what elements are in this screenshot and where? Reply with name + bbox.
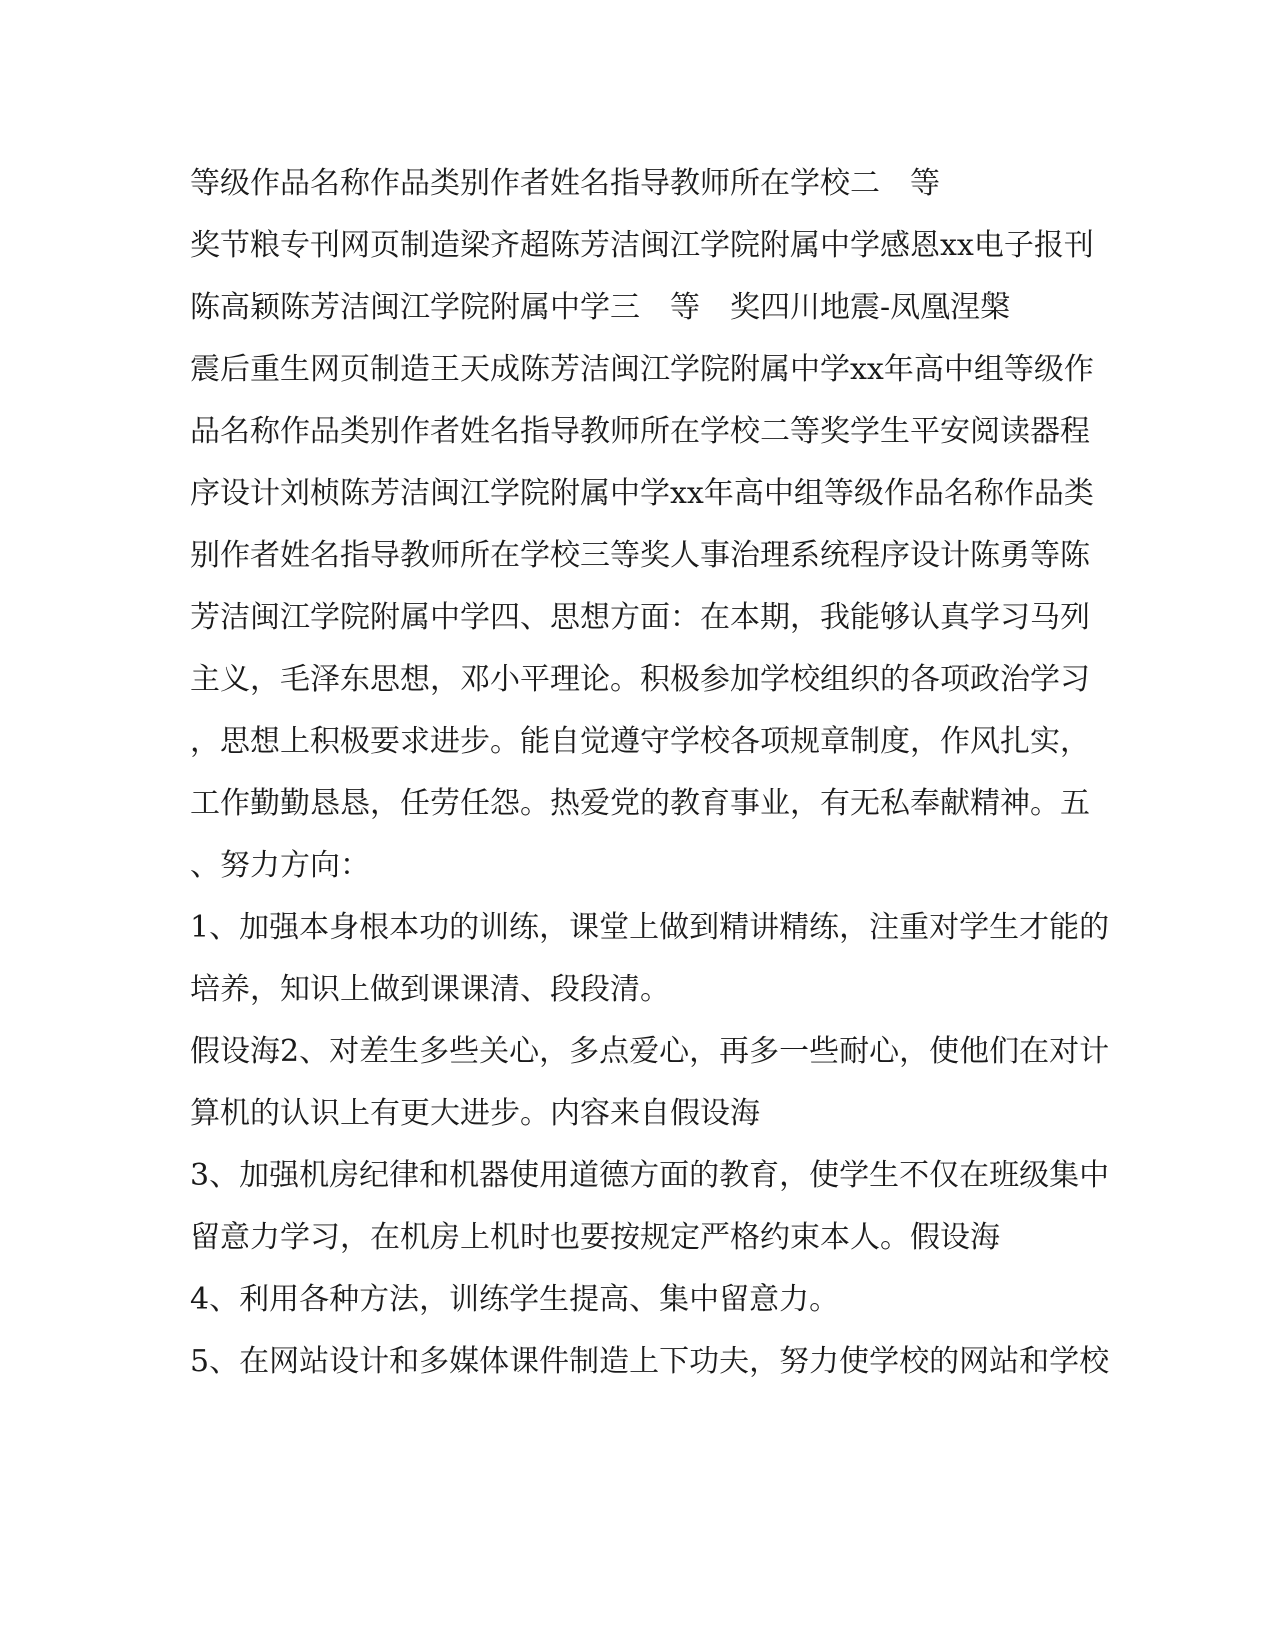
text-line-14: 培养，知识上做到课课清、段段清。 — [190, 972, 670, 1007]
text-line-9: 主义，毛泽东思想，邓小平理论。积极参加学校组织的各项政治学习 — [190, 662, 1090, 697]
text-line-6: 序设计刘桢陈芳洁闽江学院附属中学xx年高中组等级作品名称作品类 — [190, 476, 1094, 511]
text-line-12: 、努力方向： — [190, 848, 370, 883]
text-line-17: 3、加强机房纪律和机器使用道德方面的教育，使学生不仅在班级集中 — [190, 1158, 1110, 1193]
text-line-2: 奖节粮专刊网页制造梁齐超陈芳洁闽江学院附属中学感恩xx电子报刊 — [190, 228, 1094, 263]
text-line-13: 1、加强本身根本功的训练，课堂上做到精讲精练，注重对学生才能的 — [190, 910, 1110, 945]
text-line-7: 别作者姓名指导教师所在学校三等奖人事治理系统程序设计陈勇等陈 — [190, 538, 1090, 573]
text-line-3: 陈高颖陈芳洁闽江学院附属中学三 等 奖四川地震-凤凰涅槃 — [190, 290, 1011, 325]
text-line-5: 品名称作品类别作者姓名指导教师所在学校二等奖学生平安阅读器程 — [190, 414, 1090, 449]
text-line-19: 4、利用各种方法，训练学生提高、集中留意力。 — [190, 1282, 840, 1317]
text-line-11: 工作勤勤恳恳，任劳任怨。热爱党的教育事业，有无私奉献精神。五 — [190, 786, 1090, 821]
text-line-18: 留意力学习，在机房上机时也要按规定严格约束本人。假设海 — [190, 1220, 1000, 1255]
text-line-20: 5、在网站设计和多媒体课件制造上下功夫，努力使学校的网站和学校 — [190, 1344, 1110, 1379]
text-line-1: 等级作品名称作品类别作者姓名指导教师所在学校二 等 — [190, 166, 940, 201]
text-line-16: 算机的认识上有更大进步。内容来自假设海 — [190, 1096, 760, 1131]
text-line-8: 芳洁闽江学院附属中学四、思想方面：在本期，我能够认真学习马列 — [190, 600, 1090, 635]
text-line-4: 震后重生网页制造王天成陈芳洁闽江学院附属中学xx年高中组等级作 — [190, 352, 1094, 387]
text-line-15: 假设海2、对差生多些关心，多点爱心，再多一些耐心，使他们在对计 — [190, 1034, 1110, 1069]
text-line-10: ，思想上积极要求进步。能自觉遵守学校各项规章制度，作风扎实， — [190, 724, 1090, 759]
